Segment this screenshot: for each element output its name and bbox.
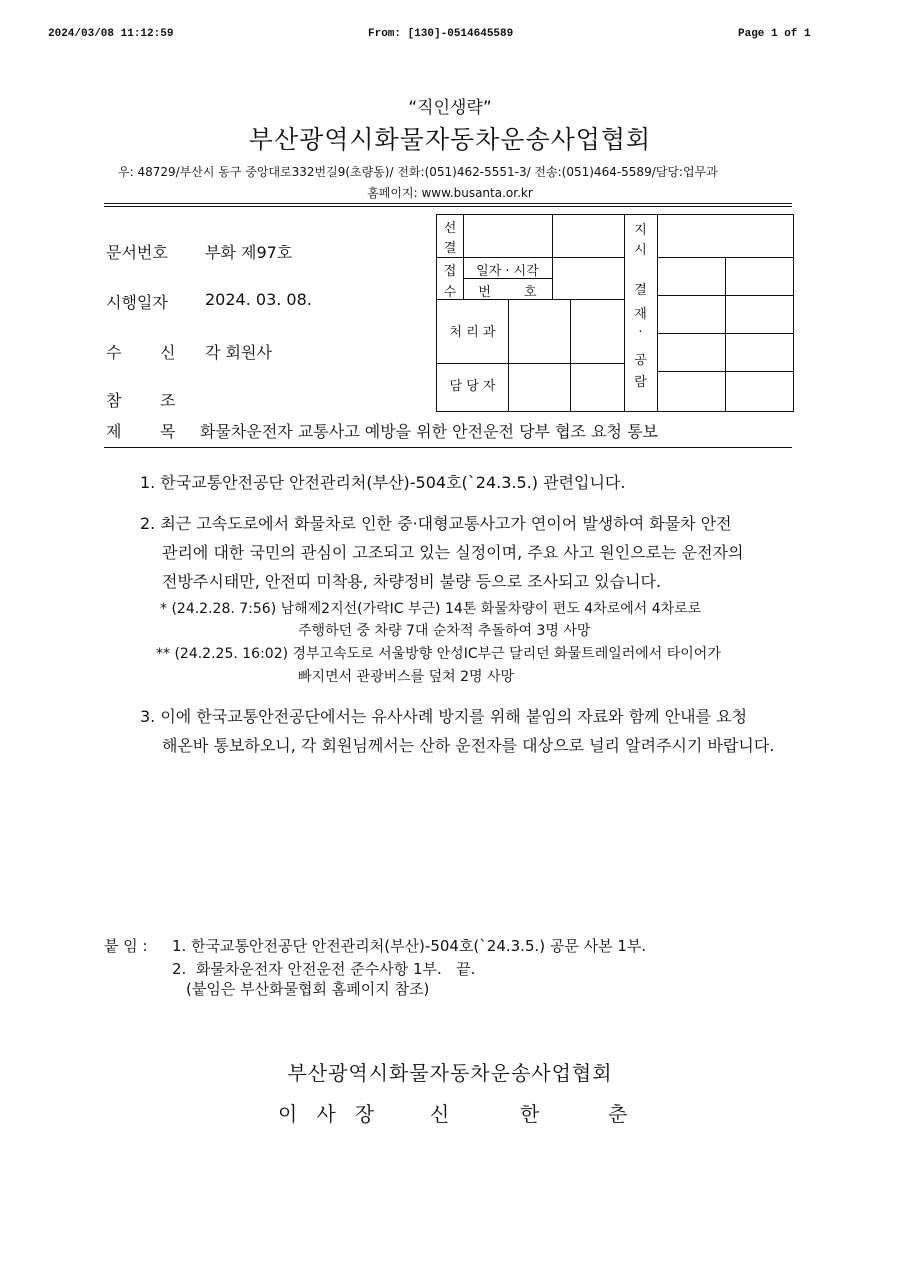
- doc-number: 부화 제97호: [205, 243, 293, 262]
- signature-org: 부산광역시화물자동차운송사업협회: [287, 1061, 613, 1085]
- signature-title: 이 사 장: [278, 1102, 375, 1126]
- approval-stamp-box: [436, 214, 794, 412]
- body-paragraph-2-line: 2. 최근 고속도로에서 화물차로 인한 중·대형교통사고가 연이어 발생하여 화물차 안전: [140, 514, 732, 533]
- doc-number-label: 문서번호: [106, 243, 168, 262]
- body-paragraph-3-line: 해온바 통보하오니, 각 회원님께서는 산하 운전자를 대상으로 널리 알려주시기 바랍니다.: [162, 736, 775, 755]
- stamp-seon: 선: [443, 221, 457, 236]
- recipient-label: 수: [106, 343, 122, 362]
- letterhead-address: 우: 48729/부산시 동구 중앙대로332번길9(초량동)/ 전화:(051)462-5551-3/ 전송:(051)464-5589/담당:업무과: [118, 165, 718, 179]
- fax-from: From: [130]-0514645589: [368, 28, 514, 40]
- stamp-ram: 람: [634, 375, 647, 390]
- stamp-datetime-label: 일자 · 시각: [476, 264, 539, 279]
- attachment-label: 붙 임 :: [104, 937, 148, 955]
- attachment-item: 1. 한국교통안전공단 안전관리처(부산)-504호(`24.3.5.) 공문 사본 1부.: [172, 937, 647, 955]
- seal-omitted-note: “직인생략”: [408, 98, 492, 118]
- stamp-su: 수: [443, 285, 457, 300]
- reference-label: 참: [106, 391, 122, 410]
- issue-date-label: 시행일자: [106, 293, 168, 312]
- fax-datetime: 2024/03/08 11:12:59: [48, 28, 174, 40]
- signature-name: 한: [520, 1102, 540, 1126]
- accident-note-2: ** (24.2.25. 16:02) 경부고속도로 서울방향 안성IC부근 달리던 화물트레일러에서 타이어가: [156, 646, 721, 662]
- accident-note-1: * (24.2.28. 7:56) 남해제2지선(가락IC 부근) 14톤 화물차량이 편도 4차로에서 4차로로: [160, 601, 702, 617]
- stamp-person-in-charge: 담 당 자: [449, 379, 496, 394]
- body-paragraph-1: 1. 한국교통안전공단 안전관리처(부산)-504호(`24.3.5.) 관련입니다.: [140, 473, 626, 492]
- stamp-jeop: 접: [443, 264, 457, 279]
- header-divider: [104, 203, 792, 204]
- reference-label: 조: [160, 391, 176, 410]
- recipient-label: 신: [160, 343, 176, 362]
- subject-label: 목: [160, 422, 176, 441]
- fax-page: Page 1 of 1: [738, 28, 811, 40]
- subject: 화물차운전자 교통사고 예방을 위한 안전운전 당부 협조 요청 통보: [200, 422, 659, 441]
- subject-divider: [104, 447, 792, 448]
- attachment-note: (붙임은 부산화물협회 홈페이지 참조): [186, 980, 430, 998]
- letterhead-org-name: 부산광역시화물자동차운송사업협회: [248, 125, 652, 154]
- signature-name: 신: [430, 1102, 450, 1126]
- letterhead-homepage: 홈페이지: www.busanta.or.kr: [367, 186, 533, 200]
- issue-date: 2024. 03. 08.: [205, 290, 312, 309]
- body-paragraph-2-line: 관리에 대한 국민의 관심이 고조되고 있는 실정이며, 주요 사고 원인으로는 운전자의: [162, 543, 744, 562]
- attachment-item: 2. 화물차운전자 안전운전 준수사항 1부. 끝.: [172, 960, 476, 978]
- stamp-si: 시: [634, 243, 647, 258]
- header-divider: [104, 206, 792, 207]
- accident-note-1-cont: 주행하던 중 차량 7대 순차적 추돌하여 3명 사망: [298, 623, 591, 639]
- accident-note-2-cont: 빠지면서 관광버스를 덮쳐 2명 사망: [298, 669, 515, 685]
- stamp-gyeol: 결: [443, 241, 457, 256]
- stamp-gong: 공: [634, 353, 647, 368]
- subject-label: 제: [106, 422, 122, 441]
- body-paragraph-3-line: 3. 이에 한국교통안전공단에서는 유사사례 방지를 위해 붙임의 자료와 함께 안내를 요청: [140, 707, 748, 726]
- stamp-handling-dept: 처 리 과: [449, 325, 496, 340]
- body-paragraph-2-line: 전방주시태만, 안전띠 미착용, 차량정비 불량 등으로 조사되고 있습니다.: [162, 572, 662, 591]
- recipient: 각 회원사: [205, 343, 272, 362]
- signature-name: 춘: [608, 1102, 628, 1126]
- stamp-jae: 재: [634, 307, 647, 322]
- stamp-ji: 지: [634, 223, 647, 238]
- stamp-dot: ·: [638, 325, 643, 340]
- stamp-gyeol2: 결: [634, 283, 647, 298]
- stamp-number-label: 번 호: [478, 285, 537, 300]
